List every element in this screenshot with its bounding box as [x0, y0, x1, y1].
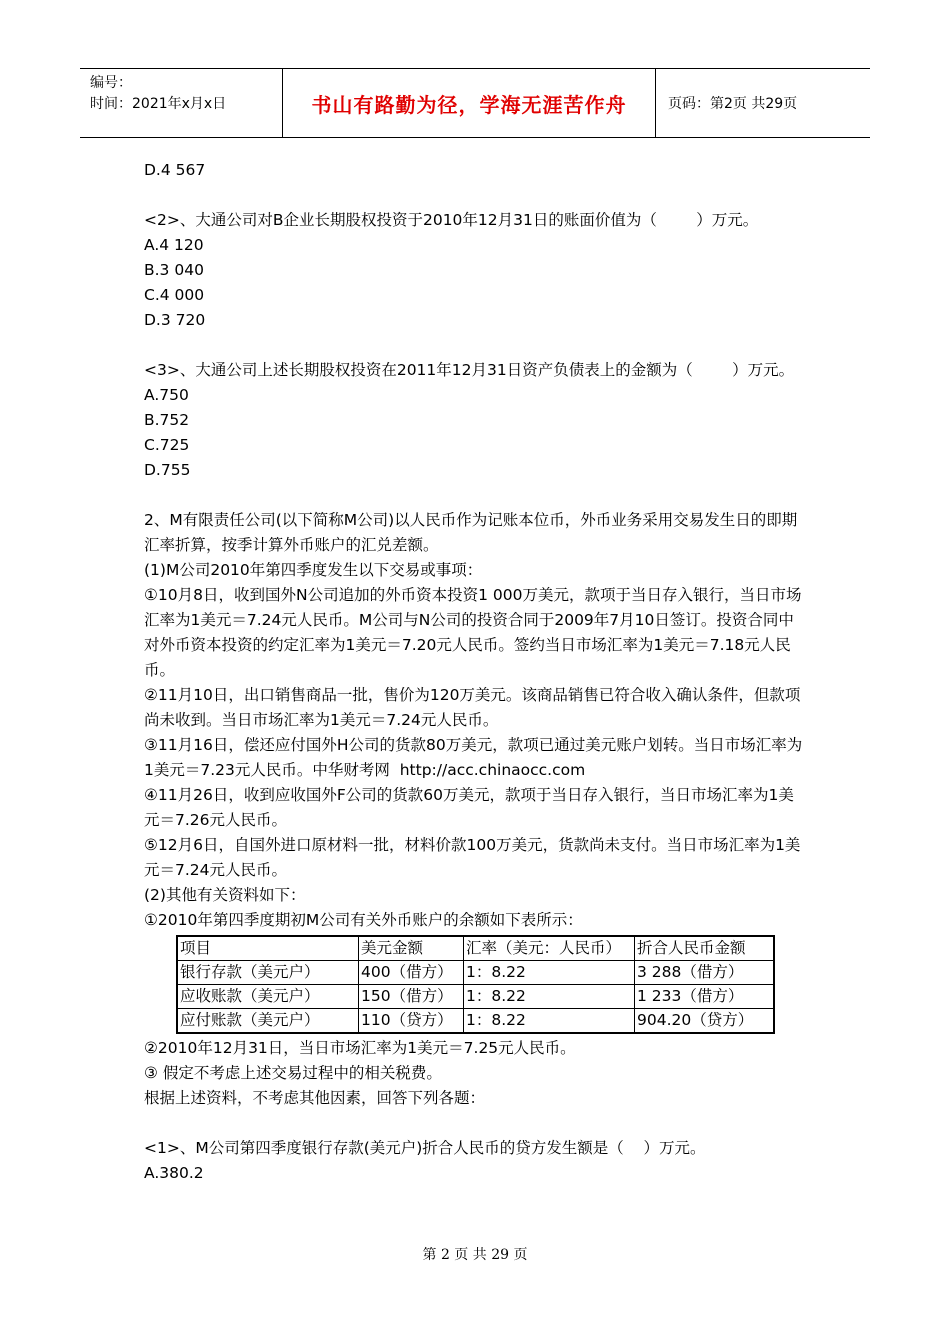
header-number: 编号： [90, 75, 132, 91]
paragraph: ⑤12月6日，自国外进口原材料一批，材料价款100万美元，货款尚未支付。当日市场汇率为1美元＝7.24元人民币。 [144, 836, 801, 879]
foreign-currency-balance-table [176, 935, 775, 1034]
paragraph: C.4 000 [144, 286, 205, 304]
table-cell: 400（借方） [359, 961, 464, 985]
paragraph: ②11月10日，出口销售商品一批，售价为120万美元。该商品销售已符合收入确认条件，但款项尚未收到。当日市场汇率为1美元＝7.24元人民币。 [144, 686, 801, 729]
table-cell: 1：8.22 [464, 1009, 635, 1034]
document-body [144, 158, 806, 1186]
paragraph: ②2010年12月31日，当日市场汇率为1美元＝7.25元人民币。 [144, 1039, 576, 1057]
table-header-cell: 项目 [177, 936, 359, 961]
paragraph-gap [144, 183, 806, 208]
header-motto: 书山有路勤为径，学海无涯苦作舟 [282, 69, 656, 137]
paragraph-gap [144, 483, 806, 508]
table-header-cell: 折合人民币金额 [635, 936, 775, 961]
table-cell: 150（借方） [359, 985, 464, 1009]
paragraph: 2、M有限责任公司(以下简称M公司)以人民币作为记账本位币，外币业务采用交易发生日的即期汇率折算，按季计算外币账户的汇兑差额。 [144, 511, 798, 554]
paragraph: (1)M公司2010年第四季度发生以下交易或事项： [144, 561, 483, 579]
paragraph: D.4 567 [144, 161, 206, 179]
table-cell: 110（贷方） [359, 1009, 464, 1034]
table-cell: 银行存款（美元户） [177, 961, 359, 985]
paragraph: (2)其他有关资料如下： [144, 886, 306, 904]
paragraph: ③11月16日，偿还应付国外H公司的货款80万美元，款项已通过美元账户划转。当日市场汇率为1美元＝7.23元人民币。中华财考网 http://acc.chinaocc.com [144, 736, 803, 779]
paragraph: D.755 [144, 461, 191, 479]
paragraph: ①10月8日，收到国外N公司追加的外币资本投资1 000万美元，款项于当日存入银行，当日市场汇率为1美元＝7.24元人民币。M公司与N公司的投资合同于2009年7月10日签订。投资合同中对外币资本投资的约定汇率为1美元＝7.20元人民币。签约当日市场汇率为1美元＝7.18元人民币。 [144, 586, 802, 679]
table-row [177, 1009, 774, 1034]
paragraph-gap [144, 1111, 806, 1136]
paragraph: B.3 040 [144, 261, 204, 279]
paragraph: ①2010年第四季度期初M公司有关外币账户的余额如下表所示： [144, 911, 583, 929]
paragraph: A.750 [144, 386, 189, 404]
paragraph: A.4 120 [144, 236, 204, 254]
table-header-cell: 美元金额 [359, 936, 464, 961]
paragraph: B.752 [144, 411, 190, 429]
table-cell: 应付账款（美元户） [177, 1009, 359, 1034]
table-row [177, 961, 774, 985]
table-cell: 应收账款（美元户） [177, 985, 359, 1009]
table-cell: 1 233（借方） [635, 985, 775, 1009]
table-cell: 1：8.22 [464, 961, 635, 985]
paragraph: <2>、大通公司对B企业长期股权投资于2010年12月31日的账面价值为（ ）万元。 [144, 211, 759, 229]
paragraph-gap [144, 333, 806, 358]
paragraph: <3>、大通公司上述长期股权投资在2011年12月31日资产负债表上的金额为（ ）万元。 [144, 361, 795, 379]
header-page-info: 页码：第2页 共29页 [668, 96, 798, 112]
paragraph: A.380.2 [144, 1164, 204, 1182]
page-header [80, 68, 870, 138]
paragraph: <1>、M公司第四季度银行存款(美元户)折合人民币的贷方发生额是（ ）万元。 [144, 1139, 706, 1157]
table-row [177, 985, 774, 1009]
table-header-row [177, 936, 774, 961]
paragraph: 根据上述资料，不考虑其他因素，回答下列各题： [144, 1089, 486, 1107]
paragraph: D.3 720 [144, 311, 206, 329]
paragraph: C.725 [144, 436, 190, 454]
table-cell: 3 288（借方） [635, 961, 775, 985]
paragraph: ④11月26日，收到应收国外F公司的货款60万美元，款项于当日存入银行，当日市场汇率为1美元＝7.26元人民币。 [144, 786, 794, 829]
header-meta [80, 69, 282, 137]
page-footer: 第 2 页 共 29 页 [422, 1247, 528, 1263]
header-time: 时间：2021年x月x日 [90, 96, 227, 112]
table-cell: 1：8.22 [464, 985, 635, 1009]
table-header-cell: 汇率（美元：人民币） [464, 936, 635, 961]
paragraph: ③ 假定不考虑上述交易过程中的相关税费。 [144, 1064, 442, 1082]
table-cell: 904.20（贷方） [635, 1009, 775, 1034]
